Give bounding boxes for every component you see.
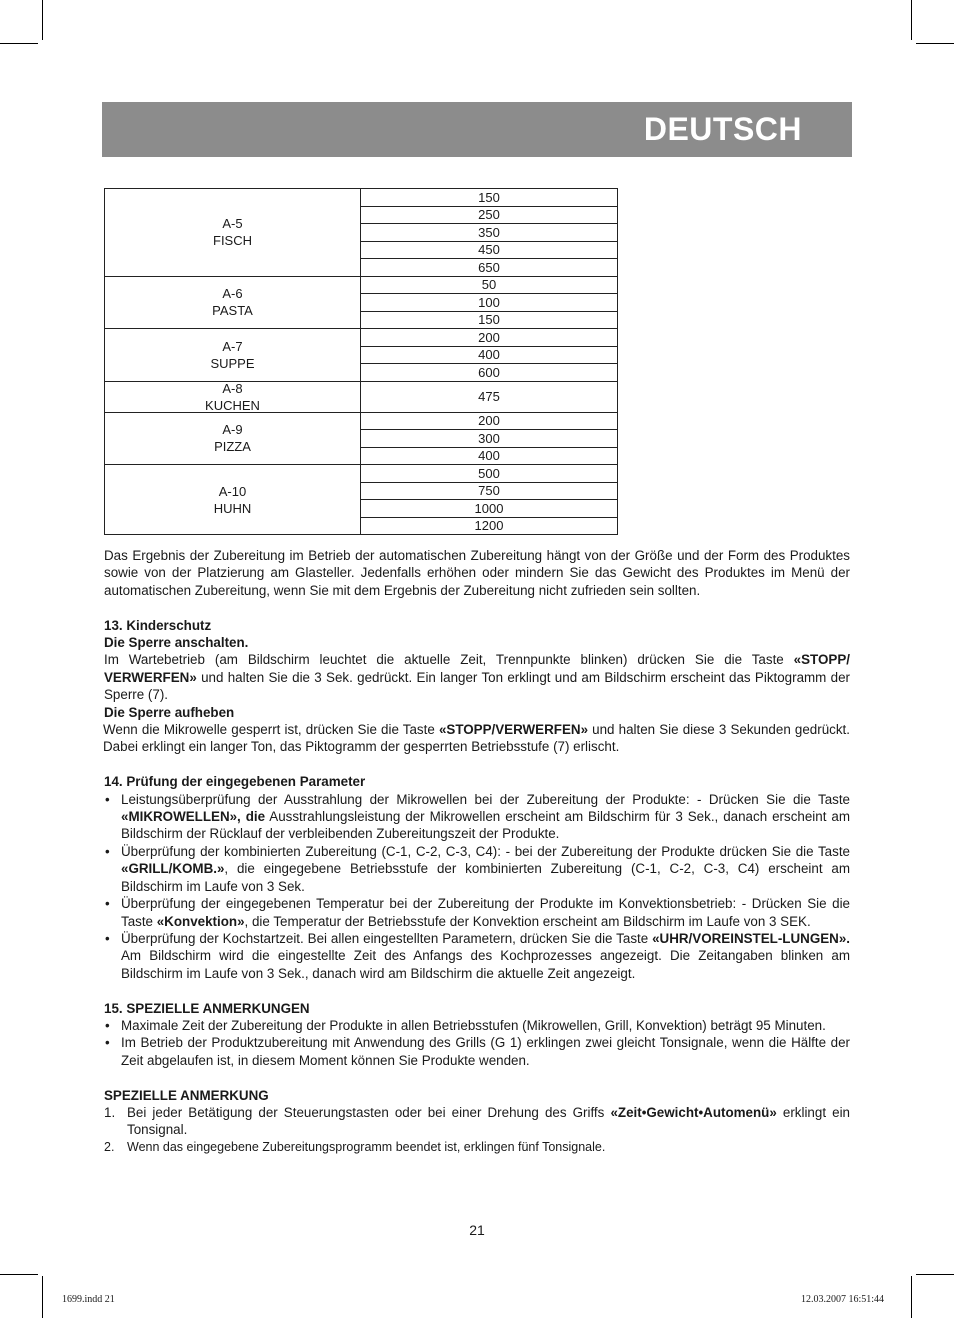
- date-slug: 12.03.2007 16:51:44: [800, 1294, 884, 1305]
- program-cell: [105, 412, 361, 465]
- crop-mark: [911, 0, 912, 40]
- list-item: • Überprüfung der eingegebenen Temperatur bei der Zubereitung der Produkte im Konvektionsbetrieb: - Drücken Sie die Taste «Konvektion», die Temperatur der Betriebsstufe der Konvektion erscheint am Bildschirm im Laufe von 3 SEK.: [104, 895, 850, 930]
- program-code: A-8: [222, 380, 243, 396]
- list-item: • Im Betrieb der Produktzubereitung mit Anwendung des Grills (G 1) erklingen zwei gleicht Tonsignale, wenn die Hälfte der Zeit abgelaufen ist, in diesem Moment können Sie Produkte wenden.: [104, 1034, 850, 1069]
- program-code: A-10: [218, 483, 247, 499]
- table-row: [105, 465, 618, 483]
- program-cell: [105, 276, 361, 329]
- special-notes-list: [104, 1017, 850, 1069]
- table-row: [105, 329, 618, 347]
- lock-paragraph: Im Wartebetrieb (am Bildschirm leuchtet die aktuelle Zeit, Trennpunkte blinken) drücken Sie die Taste «STOPP/ VERWERFEN» und halten Sie die 3 Sek. gedrückt. Ein langer Ton erklingt und am Bildschirm erscheint das Piktogramm der Sperre (7).: [104, 652, 850, 703]
- weight-value: 200: [361, 412, 618, 430]
- section-15-heading: 15. SPEZIELLE ANMERKUNGEN: [104, 1000, 310, 1016]
- crop-mark: [916, 1274, 954, 1275]
- program-cell: [105, 465, 361, 535]
- lock-heading: Die Sperre anschalten.: [104, 635, 249, 651]
- weight-value: 450: [361, 241, 618, 259]
- page-title: DEUTSCH: [643, 111, 802, 147]
- crop-mark: [916, 43, 954, 44]
- crop-mark: [0, 1274, 38, 1275]
- weight-value: 200: [361, 329, 618, 347]
- program-name: SUPPE: [210, 355, 255, 371]
- intro-paragraph: Das Ergebnis der Zubereitung im Betrieb der automatischen Zubereitung hängt von der Größe und der Form des Produktes sowie von der Platzierung am Glasteller. Jedenfalls erhöhen oder mindern Sie das Gewicht des Produktes im Menü der automatischen Zubereitung, wenn Sie mit dem Ergebnis der Zubereitung nicht zufrieden sein sollten.: [104, 548, 850, 598]
- list-item: 2. Wenn das eingegebene Zubereitungsprogramm beendet ist, erklingen fünf Tonsignale.: [104, 1139, 606, 1154]
- program-cell: [105, 381, 361, 412]
- weight-value: 600: [361, 364, 618, 382]
- weight-value: 1200: [361, 517, 618, 535]
- program-name: PASTA: [212, 303, 253, 319]
- weight-value: 350: [361, 224, 618, 242]
- program-cell: [105, 329, 361, 382]
- program-code: A-7: [222, 338, 243, 354]
- table-row: [105, 189, 618, 207]
- weight-value: 650: [361, 259, 618, 277]
- program-name: PIZZA: [214, 439, 251, 455]
- note-heading: SPEZIELLE ANMERKUNG: [104, 1087, 269, 1103]
- list-item: • Leistungsüberprüfung der Ausstrahlung der Mikrowellen bei der Zubereitung der Produkte: - Drücken Sie die Taste «MIKROWELLEN», die Ausstrahlungsleistung der Mikrowellen erscheint am Bildschirm für 3 Sek., danach erscheint am Bildschirm der Rücklauf der verbleibenden Zubereitungszeit der Produkte.: [104, 791, 850, 843]
- program-code: A-6: [222, 286, 243, 302]
- list-item: • Überprüfung der kombinierten Zubereitung (C-1, C-2, C-3, C4): - bei der Zubereitung der Produkte drücken Sie die Taste «GRILL/KOMB.», die eingegebene Betriebsstufe der kombinierten Zubereitung (C-1, C-2, C-3, C4) erscheint am Bildschirm im Laufe von 3 Sek.: [104, 843, 850, 895]
- crop-mark: [911, 1276, 912, 1318]
- weight-value: 250: [361, 206, 618, 224]
- table-row: [105, 412, 618, 430]
- weight-value: 50: [361, 276, 618, 294]
- section-14-heading: 14. Prüfung der eingegebenen Parameter: [104, 774, 366, 790]
- auto-cook-weight-table: [104, 188, 618, 535]
- list-item: • Maximale Zeit der Zubereitung der Produkte in allen Betriebsstufen (Mikrowellen, Grill, Konvektion) beträgt 95 Minuten.: [104, 1017, 850, 1034]
- program-name: KUCHEN: [205, 397, 260, 413]
- program-name: HUHN: [213, 500, 252, 516]
- stop-key-label: «STOPP/VERWERFEN»: [438, 722, 589, 738]
- weight-value: 750: [361, 482, 618, 500]
- program-code: A-9: [222, 422, 243, 438]
- list-item: 1. Bei jeder Betätigung der Steuerungstasten oder bei einer Drehung des Griffs «Zeit•Gewicht•Automenü» erklingt ein Tonsignal.: [104, 1104, 850, 1138]
- weight-value: 150: [361, 311, 618, 329]
- program-cell: [105, 189, 361, 277]
- table-row: [105, 276, 618, 294]
- language-header-bar: [102, 102, 852, 157]
- weight-value: 475: [361, 381, 618, 412]
- parameter-check-list: [104, 791, 850, 982]
- program-name: FISCH: [213, 233, 252, 249]
- page-body: [104, 547, 850, 1156]
- weight-value: 100: [361, 294, 618, 312]
- weight-value: 150: [361, 189, 618, 207]
- weight-value: 500: [361, 465, 618, 483]
- stop-key-label: «STOPP/ VERWERFEN»: [104, 652, 850, 685]
- section-13-heading: 13. Kinderschutz: [104, 617, 212, 633]
- crop-mark: [42, 0, 43, 40]
- crop-mark: [0, 43, 38, 44]
- file-slug: 1699.indd 21: [62, 1294, 115, 1305]
- weight-value: 1000: [361, 500, 618, 518]
- weight-value: 400: [361, 346, 618, 364]
- table-row: [105, 381, 618, 412]
- page-number: 21: [469, 1222, 485, 1238]
- note-list: [104, 1104, 850, 1156]
- list-item: • Überprüfung der Kochstartzeit. Bei allen eingestellten Parametern, drücken Sie die Taste «UHR/VOREINSTEL-LUNGEN». Am Bildschirm wird die eingestellte Zeit des Anfangs des Kochprozesses angezeigt. Die Zeitangaben blinken am Bildschirm im Laufe von 3 Sek., danach wird am Bildschirm die aktuelle Zeit angezeigt.: [104, 930, 850, 982]
- weight-value: 400: [361, 447, 618, 465]
- unlock-paragraph: Wenn die Mikrowelle gesperrt ist, drücken Sie die Taste «STOPP/VERWERFEN» und halten Sie diese 3 Sekunden gedrückt. Dabei erklingt ein langer Ton, das Piktogramm der gesperrten Betriebsstufe (7) erlischt.: [103, 722, 850, 755]
- program-code: A-5: [222, 216, 243, 232]
- weight-value: 300: [361, 430, 618, 448]
- unlock-heading: Die Sperre aufheben: [104, 704, 235, 720]
- crop-mark: [42, 1276, 43, 1318]
